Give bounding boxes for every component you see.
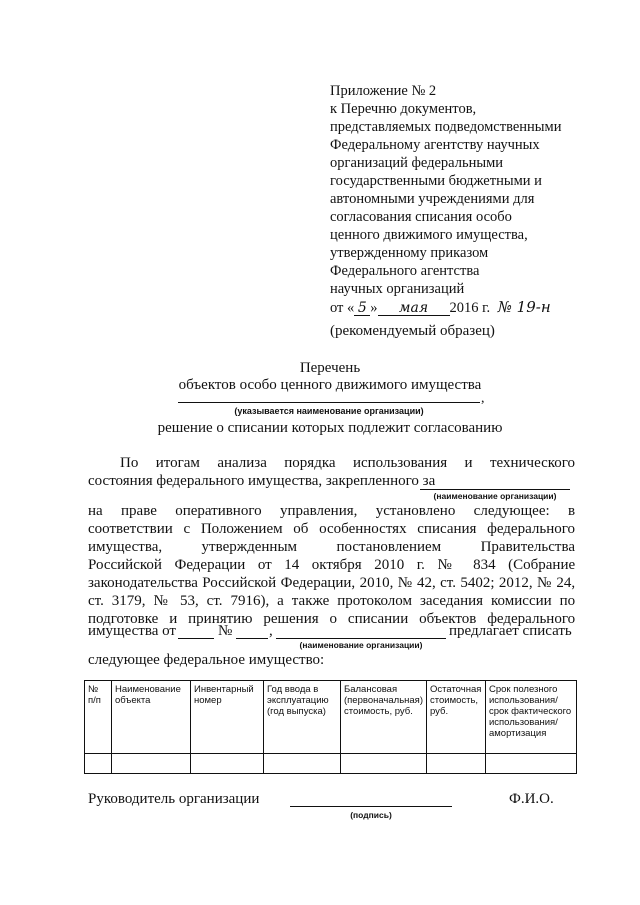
col-header-number: № п/п [85,681,112,754]
para-line-10b: № [218,623,233,639]
number-blank [236,638,268,639]
title-comma: , [481,391,485,406]
para-line-3: на праве оперативного управления, установлено следующее: в [88,503,576,519]
date-month: мая [378,302,450,316]
para-line-6: Российской Федерации от 14 октября 2010 г. № 834 (Собрание [88,557,576,573]
table-header-row [85,681,577,754]
table-cell[interactable] [264,754,341,774]
para-line-7: законодательства Российской Федерации, 2010, № 42, ст. 5402; 2012, № 24, [88,575,576,591]
table-cell[interactable] [485,754,576,774]
title-line-1: Перечень [299,360,361,376]
annex-line: к Перечню документов, [330,101,477,117]
annex-line: согласования списания особо [330,209,512,225]
org-blank-2 [276,638,446,639]
annex-line: представляемых подведомственными [330,119,562,135]
para-line-11: следующее федеральное имущество: [88,652,325,668]
order-number: № 19-н [497,298,551,316]
table-cell[interactable] [341,754,427,774]
annex-line: организаций федеральными [330,155,504,171]
para-line-1: По итогам анализа порядка использования и технического [120,455,576,471]
table-cell[interactable] [85,754,112,774]
org-hint-1: (наименование организации) [433,491,557,501]
para-line-4: соответствии с Положением об особенностях списания федерального [88,521,576,537]
annex-line: ценного движимого имущества, [330,227,528,243]
table-cell[interactable] [426,754,485,774]
col-header-inventory: Инвентарный номер [191,681,264,754]
para-line-5: имущества, утвержденным постановлением Правительства [88,539,575,555]
org-name-blank [178,402,480,403]
annex-line: Приложение № 2 [330,83,437,99]
para-line-2: состояния федерального имущества, закрепленного за [88,473,436,489]
signature-blank [290,806,452,807]
para-line-8: ст. 3179, № 53, ст. 7916), а также протоколом заседания комиссии по [88,593,576,609]
annex-line: автономными учреждениями для [330,191,535,207]
para-comma: , [269,623,273,639]
date-prefix: от « [330,300,355,316]
signature-hint: (подпись) [350,810,392,820]
annex-block [330,82,561,317]
col-header-term: Срок полезного использования/ срок фактического использования/ амортизация [485,681,576,754]
date-year: 2016 г. [449,300,491,316]
para-line-10a: имущества от [88,623,176,639]
col-header-residual: Остаточная стоимость, руб. [426,681,485,754]
signature-role: Руководитель организации [88,791,260,807]
date-blank [178,638,214,639]
table-row [85,754,577,774]
annex-line: Федеральному агентству научных [330,137,540,153]
annex-line: государственными бюджетными и [330,173,542,189]
para-line-10c: предлагает списать [449,623,572,639]
col-header-year: Год ввода в эксплуатацию (год выпуска) [264,681,341,754]
recommended-note: (рекомендуемый образец) [330,323,495,339]
org-hint-2: (наименование организации) [299,640,423,650]
col-header-balance: Балансовая (первоначальная) стоимость, руб. [341,681,427,754]
annex-line: Федерального агентства [330,263,480,279]
signature-name: Ф.И.О. [509,791,554,807]
annex-date-line [330,298,561,317]
annex-line: научных организаций [330,281,465,297]
date-sep: » [370,300,378,316]
org-hint: (указывается наименование организации) [234,406,424,416]
date-day: 5 [354,302,370,316]
para-line-9: подготовке и принятию решения о списании объектов федерального [88,611,576,627]
title-line-3: решение о списании которых подлежит согласованию [157,420,503,436]
annex-line: утвержденному приказом [330,245,489,261]
org-blank-1 [420,489,570,490]
table-cell[interactable] [191,754,264,774]
col-header-name: Наименование объекта [112,681,191,754]
title-line-2: объектов особо ценного движимого имущества [178,377,482,393]
table-cell[interactable] [112,754,191,774]
assets-table [84,680,577,774]
